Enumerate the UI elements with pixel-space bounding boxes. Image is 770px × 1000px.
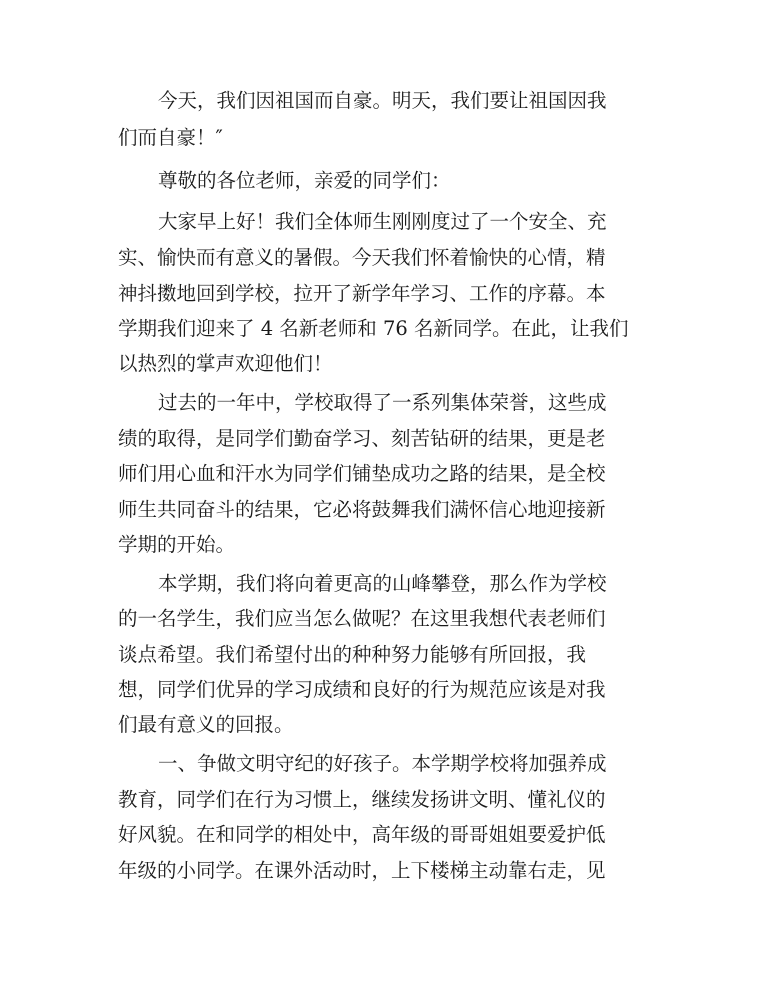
paragraph-line: 绩的取得，是同学们勤奋学习、刻苦钻研的结果，更是老 [118, 427, 606, 450]
paragraph-line: 的一名学生，我们应当怎么做呢？在这里我想代表老师们 [118, 607, 606, 630]
paragraph-line: 年级的小同学。在课外活动时，上下楼梯主动靠右走，见 [118, 859, 606, 882]
paragraph-line: 谈点希望。我们希望付出的种种努力能够有所回报，我 [118, 643, 587, 666]
paragraph-line: 师生共同奋斗的结果，它必将鼓舞我们满怀信心地迎接新 [118, 498, 606, 521]
paragraph-line: 教育，同学们在行为习惯上，继续发扬讲文明、懂礼仪的 [118, 788, 606, 811]
paragraph-line: 好风貌。在和同学的相处中，高年级的哥哥姐姐要爱护低 [118, 823, 606, 846]
paragraph-line: 们而自豪！″ [118, 126, 223, 149]
paragraph-line: 学期我们迎来了 4 名新老师和 76 名新同学。在此，让我们 [118, 317, 629, 340]
paragraph-line: 实、愉快而有意义的暑假。今天我们怀着愉快的心情，精 [118, 246, 606, 269]
paragraph-line: 本学期，我们将向着更高的山峰攀登，那么作为学校 [158, 572, 607, 595]
paragraph-line: 大家早上好！我们全体师生刚刚度过了一个安全、充 [158, 210, 607, 233]
paragraph-line: 学期的开始。 [118, 533, 236, 556]
paragraph-line: 以热烈的掌声欢迎他们！ [118, 352, 333, 375]
paragraph-line: 过去的一年中，学校取得了一系列集体荣誉，这些成 [158, 391, 607, 414]
paragraph-line: 一、争做文明守纪的好孩子。本学期学校将加强养成 [158, 752, 607, 775]
paragraph-line: 想，同学们优异的学习成绩和良好的行为规范应该是对我 [118, 678, 606, 701]
greeting-line: 尊敬的各位老师，亲爱的同学们： [158, 169, 451, 192]
paragraph-line: 们最有意义的回报。 [118, 713, 294, 736]
paragraph-line: 今天，我们因祖国而自豪。明天，我们要让祖国因我 [158, 89, 607, 112]
paragraph-line: 师们用心血和汗水为同学们铺垫成功之路的结果，是全校 [118, 462, 606, 485]
paragraph-line: 神抖擞地回到学校，拉开了新学年学习、工作的序幕。本 [118, 282, 606, 305]
